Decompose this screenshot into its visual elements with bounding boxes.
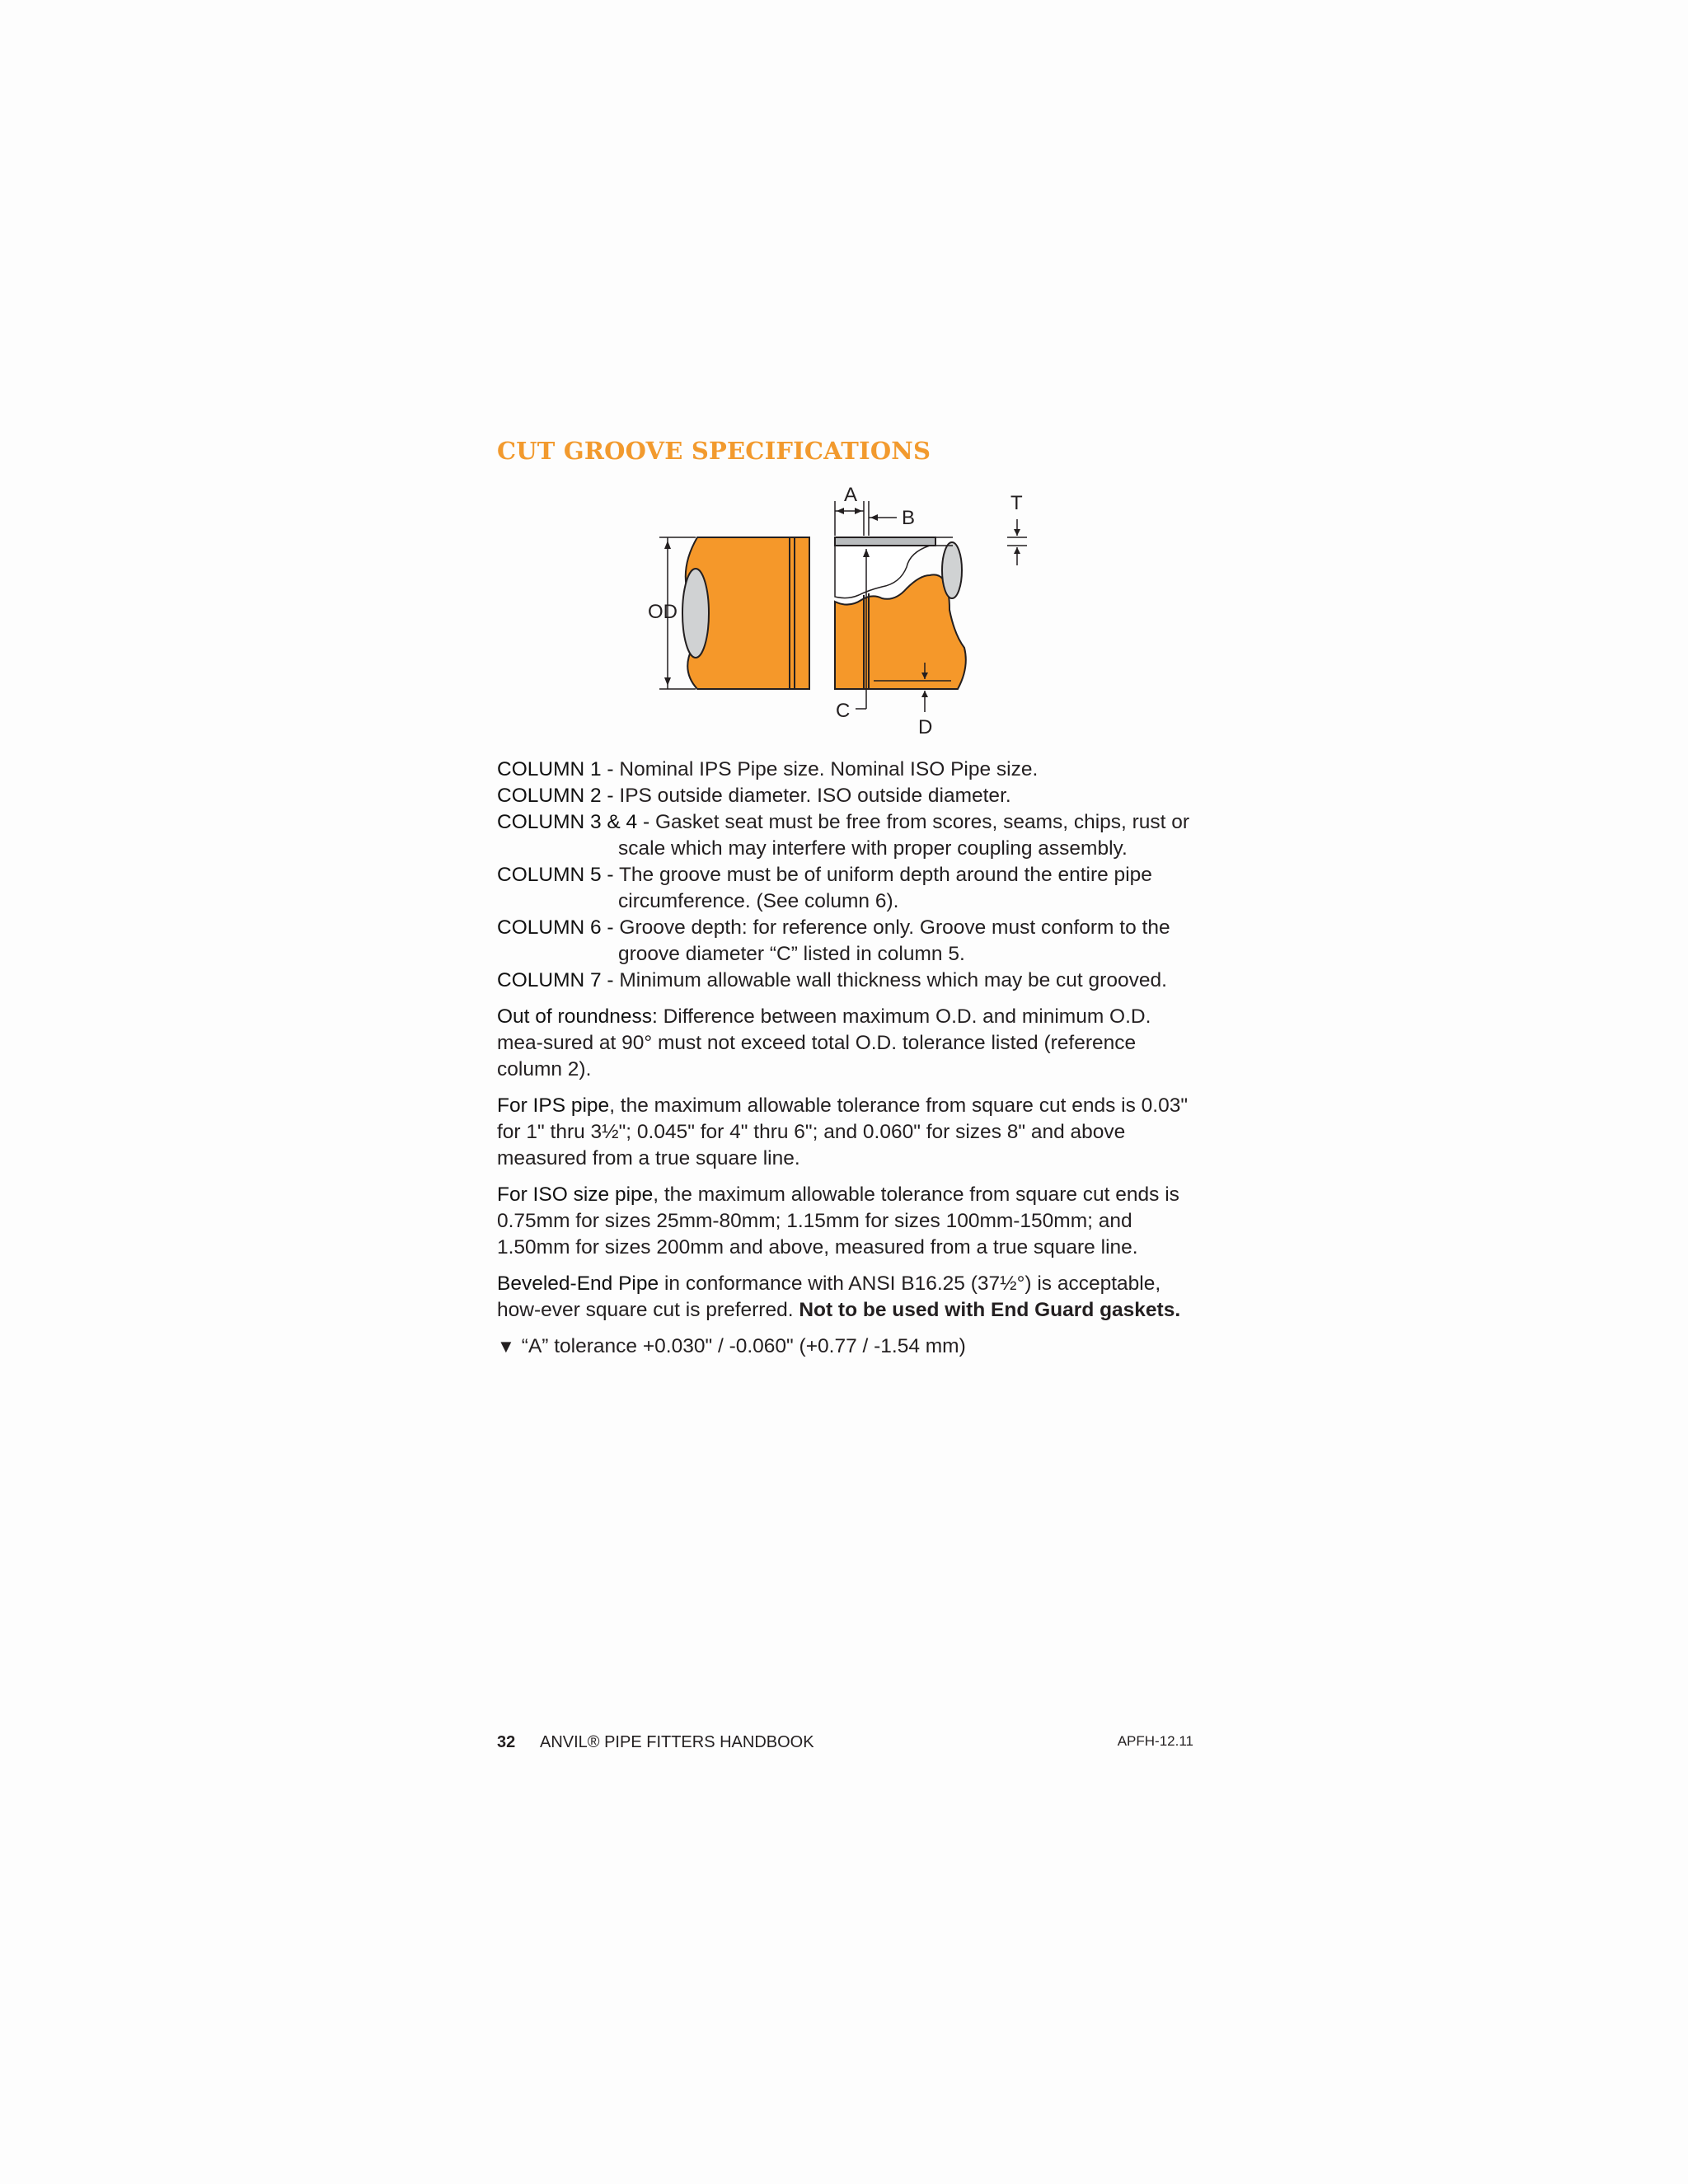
page-footer (497, 1733, 1193, 1758)
label-c: C (836, 700, 851, 722)
column-note (497, 862, 1193, 915)
t-arrow-bottom (1014, 547, 1020, 554)
page-title: CUT GROOVE SPECIFICATIONS (497, 437, 931, 465)
column-text: Groove depth: for reference only. Groove must conform to the (619, 916, 1170, 939)
handbook-title: ANVIL® PIPE FITTERS HANDBOOK (540, 1733, 814, 1751)
beveled-paragraph (497, 1271, 1193, 1324)
roundness-lead: Out of roundness: (497, 1005, 658, 1028)
column-label: COLUMN 2 - (497, 785, 614, 807)
column-text: Nominal IPS Pipe size. Nominal ISO Pipe size. (619, 758, 1039, 780)
label-b: B (902, 507, 916, 529)
column-note (497, 809, 1193, 862)
column-label: COLUMN 3 & 4 - (497, 811, 650, 833)
b-arrow (870, 514, 878, 521)
column-label: COLUMN 1 - (497, 758, 614, 780)
tolerance-text: “A” tolerance +0.030" / -0.060" (+0.77 / -1.54 mm) (521, 1335, 966, 1357)
pipe-wall-top (835, 537, 935, 546)
column-note (497, 783, 1193, 809)
column-text-continued: scale which may interfere with proper coupling assembly. (618, 837, 1128, 860)
column-text: The groove must be of uniform depth around the entire pipe (618, 864, 1152, 886)
column-text-continued: circumference. (See column 6). (618, 890, 899, 912)
iso-text: , the maximum allowable tolerance from square cut ends is 0.75mm for sizes 25mm-80mm; 1.15mm for sizes 100mm-150mm; and 1.50mm for sizes 200mm and above, measured from a true square line. (497, 1183, 1179, 1258)
iso-paragraph (497, 1182, 1193, 1261)
label-t: T (1010, 492, 1023, 514)
column-label: COLUMN 5 - (497, 864, 614, 886)
roundness-text: Difference between maximum O.D. and minimum O.D. mea-sured at 90° must not exceed total O.D. tolerance listed (reference column 2). (497, 1005, 1151, 1080)
column-label: COLUMN 7 - (497, 969, 614, 991)
label-d: D (918, 716, 933, 738)
t-arrow-top (1014, 529, 1020, 536)
label-od: OD (648, 601, 678, 623)
ips-text: , the maximum allowable tolerance from square cut ends is 0.03" for 1" thru 3½"; 0.045" for 4" thru 6"; and 0.060" for sizes 8" and above measured from a true square line. (497, 1094, 1189, 1169)
od-arrow-bottom (664, 677, 671, 686)
d-arrow-bottom (921, 691, 928, 697)
column-note (497, 915, 1193, 968)
page-number: 32 (497, 1733, 516, 1751)
column-label: COLUMN 6 - (497, 916, 614, 939)
column-note (497, 757, 1193, 783)
cut-groove-diagram (626, 486, 1055, 742)
specification-text (497, 757, 1193, 1360)
column-text-continued: groove diameter “C” listed in column 5. (618, 943, 965, 965)
triangle-down-icon: ▼ (497, 1336, 515, 1357)
beveled-text: in conformance with ANSI B16.25 (37½°) is acceptable, how-ever square cut is preferred. (497, 1272, 1161, 1321)
tolerance-note (497, 1333, 1193, 1360)
roundness-paragraph (497, 1004, 1193, 1083)
column-note (497, 968, 1193, 994)
column-text: Gasket seat must be free from scores, seams, chips, rust or (654, 811, 1190, 833)
right-pipe-end (942, 542, 962, 598)
od-arrow-top (664, 541, 671, 549)
column-text: Minimum allowable wall thickness which may be cut grooved. (619, 969, 1167, 991)
a-arrow-left (837, 508, 844, 514)
column-notes (497, 757, 1193, 994)
column-text: IPS outside diameter. ISO outside diameter. (619, 785, 1011, 807)
beveled-warning: Not to be used with End Guard gaskets. (799, 1299, 1181, 1321)
ips-lead: For IPS pipe (497, 1094, 610, 1117)
left-pipe-end (682, 569, 709, 658)
a-arrow-right (855, 508, 862, 514)
beveled-lead: Beveled-End Pipe (497, 1272, 659, 1295)
ips-paragraph (497, 1093, 1193, 1172)
document-code: APFH-12.11 (1117, 1733, 1193, 1749)
iso-lead: For ISO size pipe (497, 1183, 654, 1206)
label-a: A (844, 486, 858, 506)
